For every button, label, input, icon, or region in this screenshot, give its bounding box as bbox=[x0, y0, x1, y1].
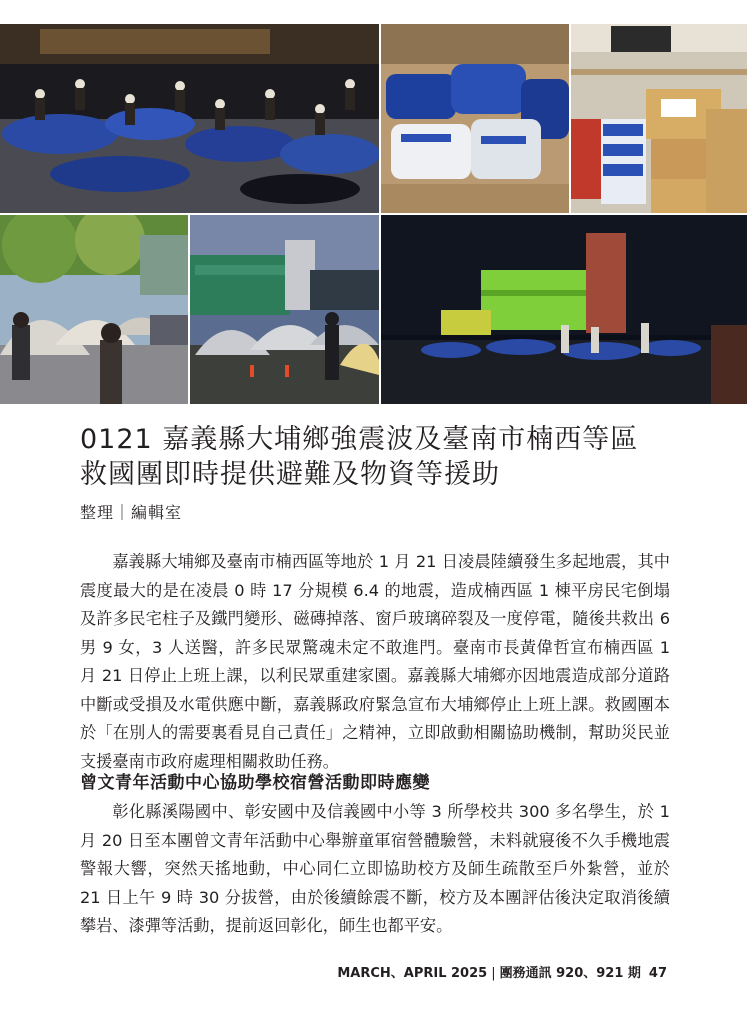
article-title bbox=[80, 422, 638, 492]
night-campus-photo bbox=[381, 215, 747, 404]
tents-outdoor-photo bbox=[0, 215, 188, 404]
footer-issue: MARCH、APRIL 2025 bbox=[337, 966, 488, 981]
supply-bags-photo bbox=[381, 24, 569, 213]
article-title-line2: 救國團即時提供避難及物資等援助 bbox=[80, 459, 500, 490]
tents-dusk-photo bbox=[190, 215, 379, 404]
article-byline: 整理｜編輯室 bbox=[80, 503, 183, 522]
section-heading: 曾文青年活動中心協助學校宿營活動即時應變 bbox=[80, 773, 430, 793]
page-footer bbox=[337, 962, 667, 981]
article-paragraph: 彰化縣溪陽國中、彰安國中及信義國中小等 3 所學校共 300 多名學生，於 1 月 20 日至本團曾文青年活動中心舉辦童軍宿營體驗營，未料就寢後不久手機地震警報大響，突然天搖地動，中心同仁立即協助校方及師生疏散至戶外紮營，並於 21 日上午 9 時 30 分拔營，由於後續餘震不斷，校方及本團評估後決定取消後續攀岩、漆彈等活動，提前返回彰化，師生也都平安。 bbox=[80, 802, 670, 935]
article-title-line1: 0121 嘉義縣大埔鄉強震波及臺南市楠西等區 bbox=[80, 424, 639, 455]
page-number: 47 bbox=[648, 966, 667, 981]
article-paragraph: 嘉義縣大埔鄉及臺南市楠西區等地於 1 月 21 日凌晨陸續發生多起地震，其中震度最大的是在凌晨 0 時 17 分規模 6.4 的地震，造成楠西區 1 棟平房民宅倒塌及許多民宅柱子及鐵門變形、磁磚掉落、窗戶玻璃碎裂及一度停電，隨後共救出 6 男 9 女，3 人送醫，許多民眾驚魂未定不敢進門。臺南市長黃偉哲宣布楠西區 1 月 21 日停止上班上課，以利民眾重建家園。嘉義縣大埔鄉亦因地震造成部分道路中斷或受損及水電供應中斷，嘉義縣政府緊急宣布大埔鄉停止上班上課。救國團本於「在別人的需要裏看見自己責任」之精神，立即啟動相關協助機制，幫助災民並支援臺南市政府處理相關救助任務。 bbox=[80, 552, 670, 771]
night-shelter-photo bbox=[0, 24, 379, 213]
supply-boxes-photo bbox=[571, 24, 747, 213]
footer-divider: | bbox=[491, 966, 496, 981]
footer-publication: 團務通訊 920、921 期 bbox=[499, 966, 641, 981]
